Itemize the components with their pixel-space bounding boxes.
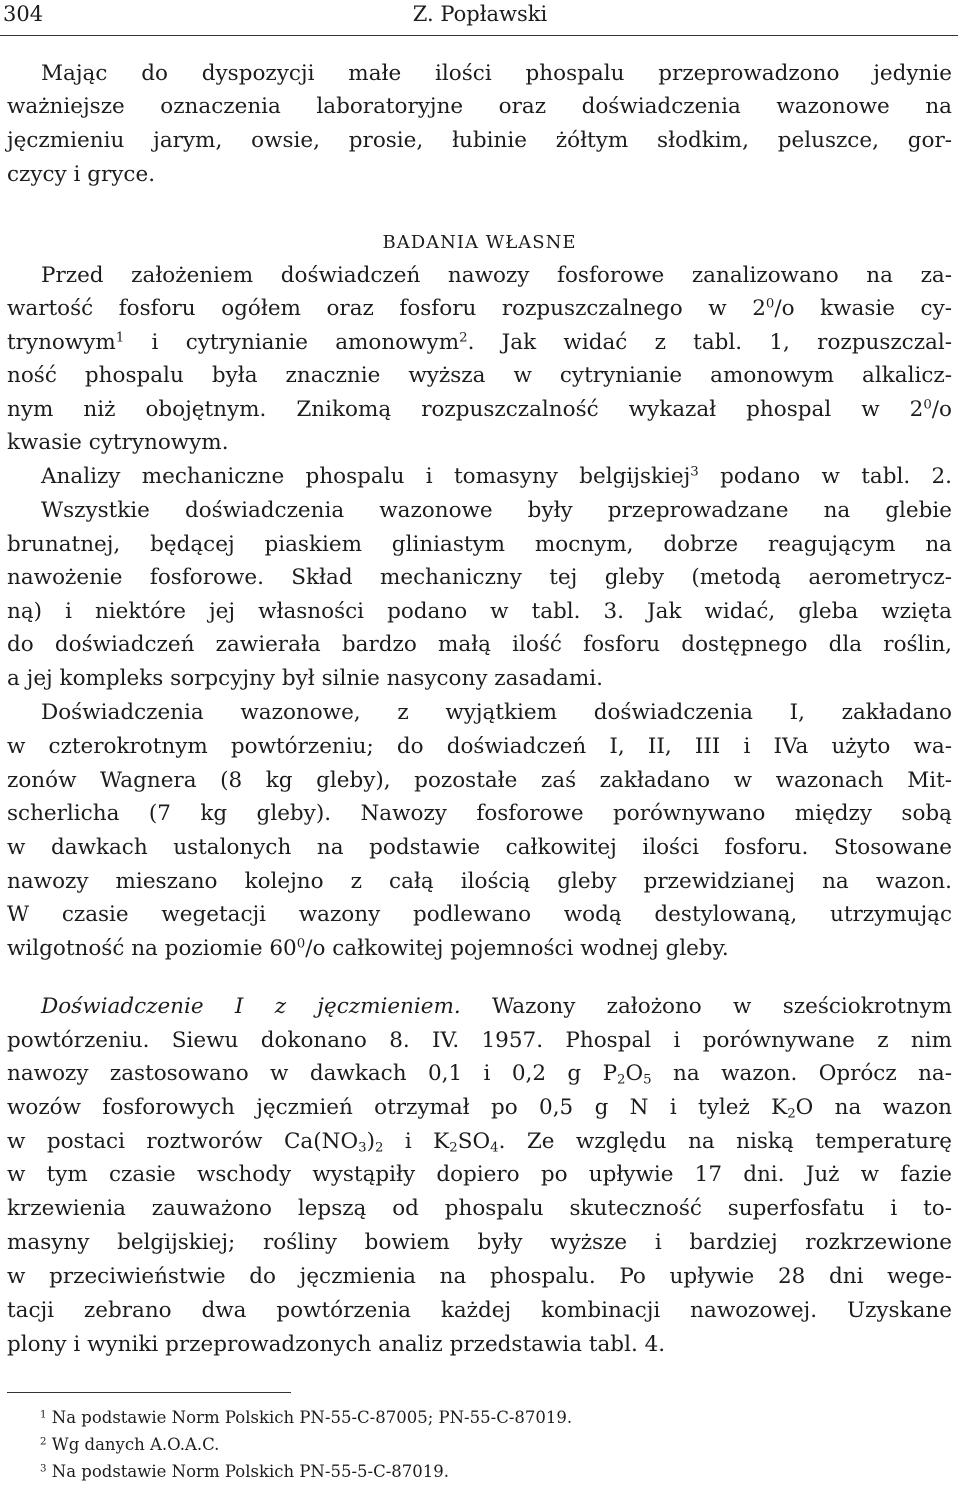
body-line	[7, 57, 952, 91]
text-run: Przed założeniem doświadczeń nawozy fosforowe zanalizowano na za-	[41, 263, 952, 288]
text-run: kwasie cytrynowym.	[7, 430, 229, 455]
text-run: /o całkowitej pojemności wodnej gleby.	[305, 936, 729, 961]
text-run: brunatnej, będącej piaskiem gliniastym mocnym, dobrze reagującym na	[7, 532, 952, 557]
text-run: Mając do dyspozycji małe ilości phospalu przeprowadzono jedynie	[41, 61, 952, 86]
subscript: 4	[490, 1140, 499, 1156]
body-line	[7, 865, 952, 899]
italic-run-in-heading: Doświadczenie I z jęczmieniem.	[41, 994, 461, 1019]
text-run: krzewienia zauważono lepszą od phospalu skuteczność superfosfatu i to-	[7, 1196, 952, 1221]
text-run: tacji zebrano dwa powtórzenia każdej kombinacji nawozowej. Uzyskane	[7, 1298, 952, 1323]
superscript: 0	[296, 936, 306, 952]
superscript: 1	[115, 330, 125, 346]
text-run: Wszystkie doświadczenia wazonowe były przeprowadzane na glebie	[41, 498, 952, 523]
body-line	[7, 528, 952, 562]
body-line	[7, 158, 952, 192]
text-run: plony i wyniki przeprowadzonych analiz przedstawia tabl. 4.	[7, 1332, 666, 1357]
footnote	[40, 1405, 960, 1431]
footnote	[40, 1432, 960, 1458]
text-run: jęczmieniu jarym, owsie, prosie, łubinie żółtym słodkim, peluszce, gor-	[7, 128, 952, 153]
body-line	[7, 393, 952, 427]
footnote-marker: 1	[40, 1409, 47, 1421]
body-line	[7, 1125, 952, 1159]
text-run: a jej kompleks sorpcyjny był silnie nasycony zasadami.	[7, 666, 603, 691]
body-line	[7, 1024, 952, 1058]
body-line	[7, 1226, 952, 1260]
body-line	[7, 326, 952, 360]
body-line	[7, 932, 952, 966]
body-line	[7, 359, 952, 393]
footnote-marker: 3	[40, 1463, 47, 1475]
text-run: nawozy zastosowano w dawkach 0,1 i 0,2 g P	[7, 1061, 618, 1086]
section-heading	[7, 226, 952, 260]
running-head: Z. Popławski	[412, 2, 548, 26]
text-run: trynowym	[7, 330, 116, 355]
body-line	[7, 764, 952, 798]
text-run: )	[366, 1129, 375, 1154]
superscript: 2	[459, 330, 468, 346]
body-line	[7, 561, 952, 595]
text-run: Wazony założono w sześciokrotnym	[460, 994, 952, 1019]
page-header	[0, 0, 960, 36]
footnote-text: Na podstawie Norm Polskich PN-55-5-C-87019.	[46, 1462, 450, 1481]
subscript: 2	[374, 1140, 384, 1156]
text-run: w postaci roztworów Ca(NO	[7, 1129, 359, 1154]
footnote-text: Na podstawie Norm Polskich PN-55-C-87005; PN-55-C-87019.	[46, 1408, 573, 1427]
body-line	[7, 696, 952, 730]
text-run: . Ze względu na niską temperaturę	[498, 1129, 953, 1154]
body-line	[7, 898, 952, 932]
header-rule	[0, 35, 958, 36]
text-run: wozów fosforowych jęczmień otrzymał po 0,5 g N i tyleż K	[7, 1095, 788, 1120]
text-run: w tym czasie wschody wystąpiły dopiero po upływie 17 dni. Już w fazie	[7, 1162, 952, 1187]
superscript: 3	[690, 464, 699, 480]
text-run: w przeciwieństwie do jęczmienia na phospalu. Po upływie 28 dni wege-	[7, 1264, 952, 1289]
body-line	[7, 730, 952, 764]
text-run: i K	[383, 1129, 450, 1154]
text-run: /o	[931, 397, 952, 422]
text-run: scherlicha (7 kg gleby). Nawozy fosforowe porównywano między sobą	[7, 801, 952, 826]
superscript: 0	[765, 296, 775, 312]
text-run: ność phospalu była znacznie wyższa w cytrynianie amonowym alkalicz-	[7, 363, 952, 388]
text-run: Analizy mechaniczne phospalu i tomasyny belgijskiej	[41, 464, 691, 489]
body-line	[7, 662, 952, 696]
subscript: 2	[617, 1072, 626, 1088]
text-run: wartość fosforu ogółem oraz fosforu rozpuszczalnego w 2	[7, 296, 766, 321]
subscript: 5	[643, 1072, 652, 1088]
body-line	[7, 1192, 952, 1226]
text-run: w czterokrotnym powtórzeniu; do doświadczeń I, II, III i IVa użyto wa-	[7, 734, 952, 759]
text-run: masyny belgijskiej; rośliny bowiem były wyższe i bardziej rozkrzewione	[7, 1230, 952, 1255]
body-line	[7, 831, 952, 865]
text-run: Doświadczenia wazonowe, z wyjątkiem doświadczenia I, zakładano	[41, 700, 952, 725]
text-run: ną) i niektóre jej własności podano w tabl. 3. Jak widać, gleba wzięta	[7, 599, 952, 624]
body-line	[7, 1260, 952, 1294]
text-run: na wazon. Oprócz na-	[651, 1061, 952, 1086]
body-line	[7, 90, 952, 124]
body-line	[7, 259, 952, 293]
body-line	[7, 426, 952, 460]
body-line	[7, 1294, 952, 1328]
body-line	[7, 124, 952, 158]
text-run: w dawkach ustalonych na podstawie całkowitej ilości fosforu. Stosowane	[7, 835, 952, 860]
text-run: . Jak widać z tabl. 1, rozpuszczal-	[467, 330, 953, 355]
text-run: do doświadczeń zawierała bardzo małą ilość fosforu dostępnego dla roślin,	[7, 632, 952, 657]
subscript: 2	[787, 1106, 796, 1122]
text-run: nawożenie fosforowe. Skład mechaniczny tej gleby (metodą aerometrycz-	[7, 565, 952, 590]
page-number: 304	[3, 2, 44, 26]
footnote-text: Wg danych A.O.A.C.	[46, 1435, 220, 1454]
text-run: wilgotność na poziomie 60	[7, 936, 297, 961]
superscript: 0	[923, 397, 932, 413]
body-line	[7, 595, 952, 629]
text-run: czycy i gryce.	[7, 162, 156, 187]
text-run: podano w tabl. 2.	[698, 464, 953, 489]
text-run: /o kwasie cy-	[774, 296, 952, 321]
text-run: BADANIA WŁASNE	[382, 232, 577, 253]
text-run: W czasie wegetacji wazony podlewano wodą destylowaną, utrzymując	[7, 902, 952, 927]
text-run: O	[625, 1061, 644, 1086]
body-line	[7, 1328, 952, 1362]
text-run: powtórzeniu. Siewu dokonano 8. IV. 1957. Phospal i porównywane z nim	[7, 1028, 952, 1053]
text-run: O na wazon	[795, 1095, 952, 1120]
body-line	[7, 1158, 952, 1192]
subscript: 3	[358, 1140, 367, 1156]
text-run: nym niż obojętnym. Znikomą rozpuszczalność wykazał phospal w 2	[7, 397, 924, 422]
text-run: i cytrynianie amonowym	[124, 330, 460, 355]
body-line	[7, 797, 952, 831]
footnote	[40, 1459, 960, 1485]
text-run: zonów Wagnera (8 kg gleby), pozostałe zaś zakładano w wazonach Mit-	[7, 768, 952, 793]
text-run: SO	[457, 1129, 491, 1154]
body-line	[7, 1057, 952, 1091]
body-line	[7, 628, 952, 662]
body-line	[7, 292, 952, 326]
footnote-rule	[7, 1392, 291, 1393]
text-run: nawozy mieszano kolejno z całą ilością gleby przewidzianej na wazon.	[7, 869, 952, 894]
text-run: ważniejsze oznaczenia laboratoryjne oraz doświadczenia wazonowe na	[7, 94, 952, 119]
body-line	[7, 460, 952, 494]
body-line	[7, 1091, 952, 1125]
footnote-marker: 2	[40, 1436, 47, 1448]
body-line	[7, 990, 952, 1024]
subscript: 2	[449, 1140, 458, 1156]
body-line	[7, 494, 952, 528]
